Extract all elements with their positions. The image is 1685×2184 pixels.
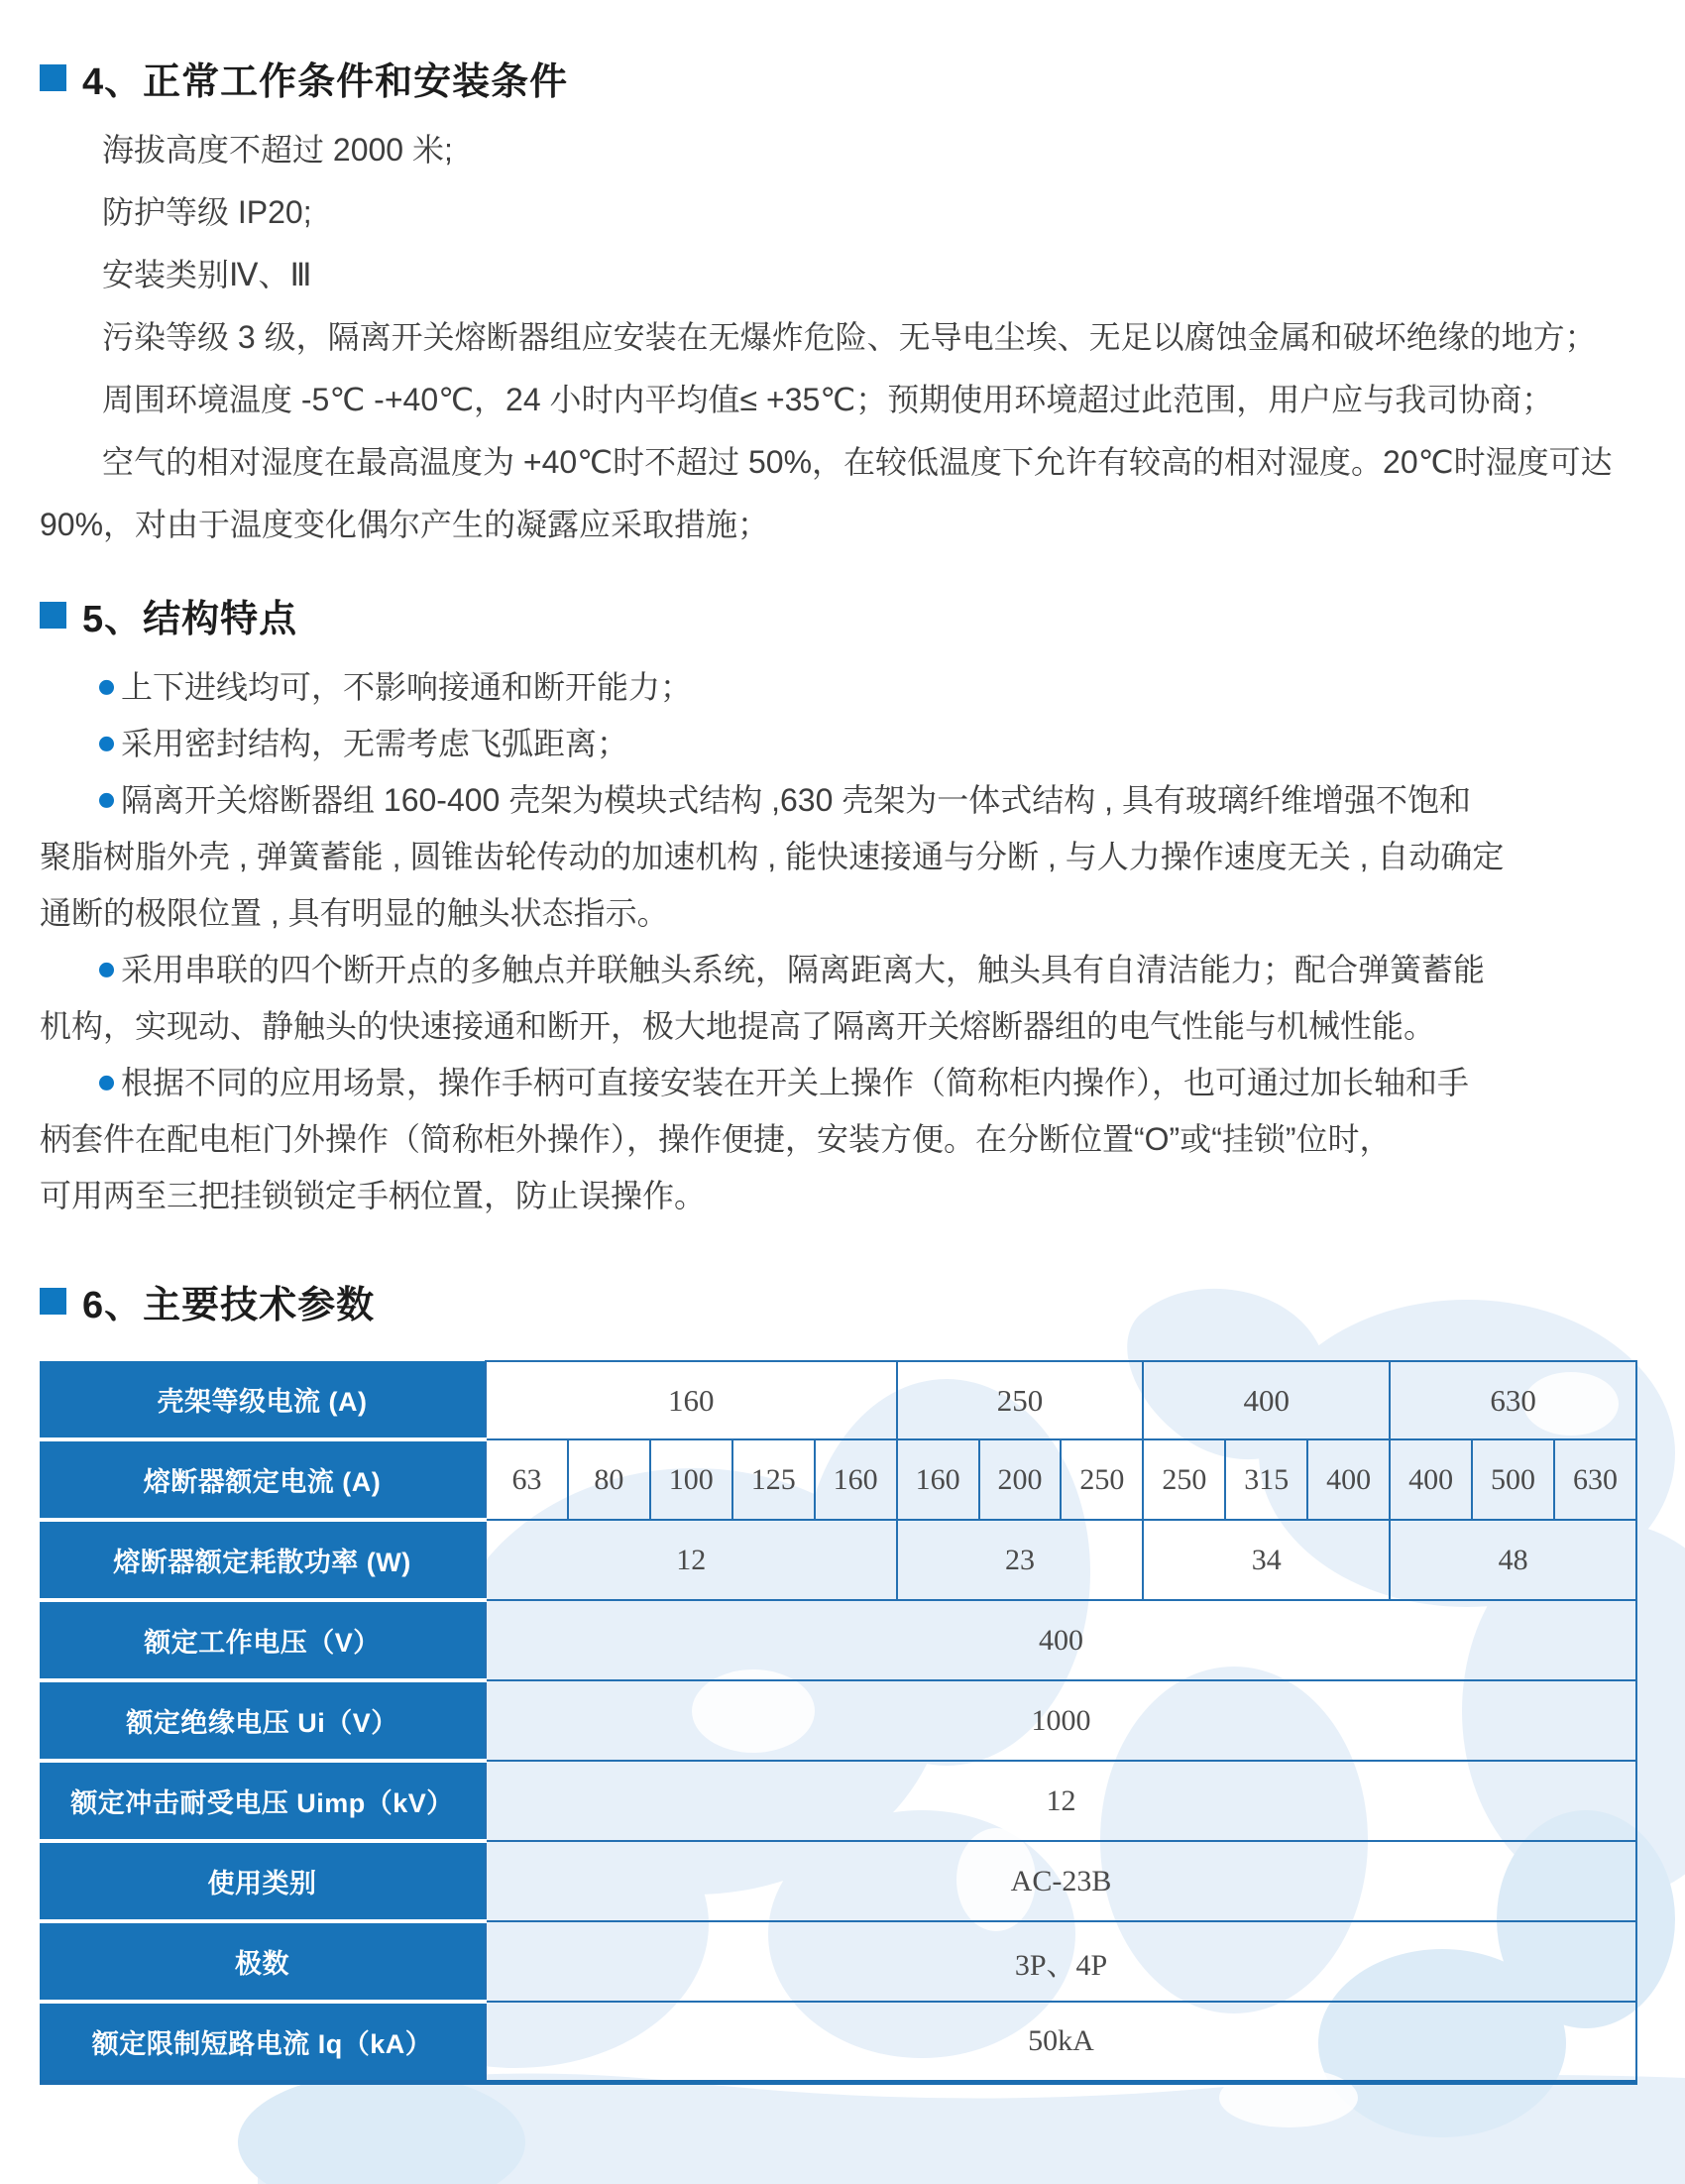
- bullet-icon: [99, 736, 114, 750]
- table-cell: 400: [486, 1600, 1636, 1680]
- table-cell: 125: [732, 1439, 815, 1520]
- row-label: 熔断器额定耗散功率 (W): [40, 1520, 486, 1600]
- feature-line: 可用两至三把挂锁锁定手柄位置，防止误操作。: [40, 1178, 707, 1213]
- table-row: [40, 1520, 1636, 1600]
- table-cell: 1000: [486, 1680, 1636, 1761]
- table-cell: 315: [1225, 1439, 1307, 1520]
- table-cell: 80: [568, 1439, 650, 1520]
- row-label: 熔断器额定电流 (A): [40, 1439, 486, 1520]
- section4-title: 4、正常工作条件和安装条件: [82, 60, 569, 103]
- bullet-icon: [99, 962, 114, 977]
- table-cell: 23: [897, 1520, 1144, 1600]
- section6-heading: [40, 1279, 1685, 1326]
- table-row: [40, 1761, 1636, 1841]
- table-cell: 3P、4P: [486, 1921, 1636, 2002]
- feature-line: 聚脂树脂外壳 , 弹簧蓄能 , 圆锥齿轮传动的加速机构 , 能快速接通与分断 , 与人力操作速度无关 , 自动确定: [40, 839, 1505, 874]
- table-cell: 400: [1390, 1439, 1472, 1520]
- table-cell: 500: [1472, 1439, 1554, 1520]
- feature-line: [40, 1055, 1685, 1111]
- table-cell: 34: [1143, 1520, 1390, 1600]
- table-cell: 12: [486, 1520, 897, 1600]
- feature-line: [40, 942, 1685, 998]
- table-cell: 12: [486, 1761, 1636, 1841]
- feature-line: [40, 659, 1685, 716]
- table-cell: 160: [486, 1361, 897, 1439]
- table-cell: 250: [1143, 1439, 1225, 1520]
- parameters-table: [40, 1360, 1637, 2085]
- feature-text: 根据不同的应用场景，操作手柄可直接安装在开关上操作（简称柜内操作），也可通过加长轴和手: [121, 1065, 1470, 1100]
- table-cell: AC-23B: [486, 1841, 1636, 1921]
- body-line: 污染等级 3 级，隔离开关熔断器组应安装在无爆炸危险、无导电尘埃、无足以腐蚀金属和破坏绝缘的地方；: [102, 319, 1597, 355]
- table-cell: 160: [815, 1439, 897, 1520]
- table-row: [40, 1921, 1636, 2002]
- table-cell: 400: [1143, 1361, 1390, 1439]
- feature-text: 隔离开关熔断器组 160-400 壳架为模块式结构 ,630 壳架为一体式结构 , 具有玻璃纤维增强不饱和: [121, 782, 1471, 818]
- feature-text: 采用串联的四个断开点的多触点并联触头系统，隔离距离大，触头具有自清洁能力；配合弹簧蓄能: [121, 952, 1486, 987]
- bullet-icon: [99, 792, 114, 807]
- section-marker-icon: [40, 602, 66, 629]
- feature-line: [40, 772, 1685, 829]
- row-label: 额定冲击耐受电压 Uimp（kV）: [40, 1761, 486, 1841]
- section4-body: [40, 119, 1685, 556]
- row-label: 使用类别: [40, 1841, 486, 1921]
- table-cell: 250: [1061, 1439, 1143, 1520]
- table-cell: 630: [1390, 1361, 1636, 1439]
- feature-line: 机构，实现动、静触头的快速接通和断开，极大地提高了隔离开关熔断器组的电气性能与机械性能。: [40, 1008, 1436, 1044]
- table-cell: 50kA: [486, 2002, 1636, 2083]
- row-label: 额定工作电压（V）: [40, 1600, 486, 1680]
- table-cell: 63: [486, 1439, 568, 1520]
- table-row: [40, 1600, 1636, 1680]
- table-row: [40, 1680, 1636, 1761]
- body-line: 海拔高度不超过 2000 米;: [102, 132, 453, 168]
- table-cell: 400: [1307, 1439, 1390, 1520]
- table-row: [40, 2002, 1636, 2083]
- table-row: [40, 1439, 1636, 1520]
- feature-line: [40, 716, 1685, 772]
- feature-text: 上下进线均可，不影响接通和断开能力；: [121, 669, 693, 705]
- table-cell: 100: [650, 1439, 732, 1520]
- body-line: 防护等级 IP20;: [102, 194, 312, 230]
- section5-body: [40, 659, 1685, 1224]
- section5-title: 5、结构特点: [82, 598, 298, 640]
- body-line: 90%，对由于温度变化偶尔产生的凝露应采取措施；: [40, 507, 770, 542]
- row-label: 极数: [40, 1921, 486, 2002]
- body-line: 周围环境温度 -5℃ -+40℃，24 小时内平均值≤ +35℃；预期使用环境超过此范围，用户应与我司协商；: [102, 382, 1554, 417]
- body-line: 安装类别Ⅳ、Ⅲ: [102, 257, 312, 292]
- table-row: [40, 1841, 1636, 1921]
- table-cell: 630: [1554, 1439, 1636, 1520]
- row-label: 额定限制短路电流 Iq（kA）: [40, 2002, 486, 2083]
- feature-line: 通断的极限位置 , 具有明显的触头状态指示。: [40, 895, 669, 931]
- document-page: [0, 56, 1685, 2085]
- bullet-icon: [99, 1075, 114, 1090]
- table-row: [40, 1361, 1636, 1439]
- feature-line: 柄套件在配电柜门外操作（简称柜外操作），操作便捷，安装方便。在分断位置“O”或“挂锁”位时，: [40, 1121, 1392, 1157]
- bullet-icon: [99, 679, 114, 694]
- table-cell: 250: [897, 1361, 1144, 1439]
- table-cell: 200: [979, 1439, 1062, 1520]
- body-line: 空气的相对湿度在最高温度为 +40℃时不超过 50%，在较低温度下允许有较高的相对湿度。20℃时湿度可达: [102, 444, 1613, 480]
- table-cell: 160: [897, 1439, 979, 1520]
- row-label: 额定绝缘电压 Ui（V）: [40, 1680, 486, 1761]
- feature-text: 采用密封结构，无需考虑飞弧距离；: [121, 726, 629, 761]
- section5-heading: [40, 593, 1685, 640]
- section4-heading: [40, 56, 1685, 103]
- section-marker-icon: [40, 64, 66, 91]
- table-cell: 48: [1390, 1520, 1636, 1600]
- section6-title: 6、主要技术参数: [82, 1284, 376, 1326]
- row-label: 壳架等级电流 (A): [40, 1361, 486, 1439]
- section-marker-icon: [40, 1288, 66, 1315]
